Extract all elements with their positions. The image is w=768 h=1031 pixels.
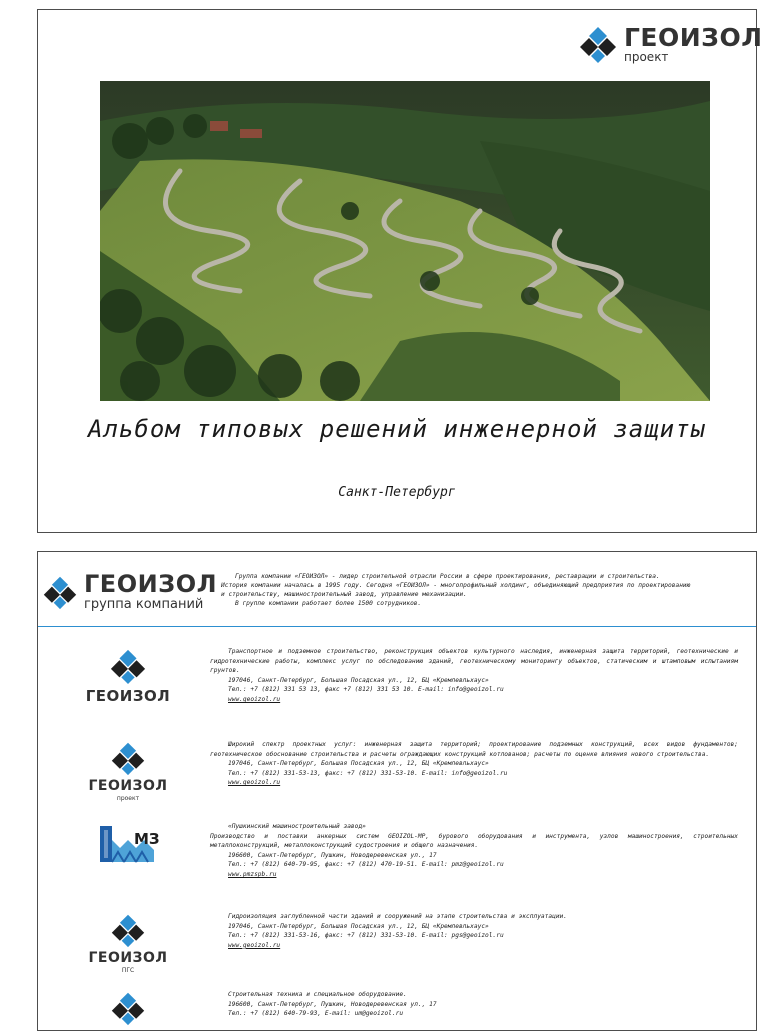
company-description: Широкий спектр проектных услуг: инженерная защита территорий; проектирование подземных конструкций, всех видов фундаментов; геотехническое обоснование строительства и расчеты ограждающих конструкций котлованов; расчеты по оценке влияния нового строительства. <box>210 741 738 758</box>
intro-line: и строительству, машиностроительный завод, управление механизации. <box>221 591 467 598</box>
header-divider <box>38 626 756 627</box>
company-phone: Тел.: +7 (812) 331 53 13, факс +7 (812) 331 53 10. E-mail: info@geoizol.ru <box>228 686 504 694</box>
geoizol-diamond-logo-icon <box>110 912 146 948</box>
album-cover-page <box>37 9 763 533</box>
geoizol-diamond-logo-icon <box>578 24 618 64</box>
company-logo-word: ГЕОИЗОЛ <box>88 950 168 966</box>
company-details <box>210 912 738 950</box>
company-description: Транспортное и подземное строительство, реконструкция объектов культурного наследия, инженерная защита территорий, геотехнические и гидротехнические работы, комплекс услуг по обследованию зданий, геотехническому мониторингу объектов, статическим и штамповым испытаниям грунтов. <box>210 648 738 675</box>
geoizol-diamond-logo-icon <box>109 647 147 685</box>
company-website-link[interactable]: www.geoizol.ru <box>228 695 281 703</box>
company-address: 197046, Санкт-Петербург, Большая Посадская ул., 12, БЦ «Кремлевльхаус» <box>228 922 489 930</box>
intro-line: В группе компании работает более 1500 сотрудников. <box>235 600 422 607</box>
company-description: Строительная техника и специальное оборудование. <box>228 991 407 998</box>
company-website-link[interactable]: www.geoizol.ru <box>228 941 281 949</box>
company-details <box>210 647 738 705</box>
album-city: Санкт-Петербург <box>338 485 456 500</box>
company-description: Гидроизоляция заглубленной части зданий и сооружений на этапе строительства и эксплуатации. <box>228 913 567 920</box>
company-website-link[interactable]: www.pmzspb.ru <box>228 870 277 878</box>
company-logo <box>78 740 178 802</box>
company-address: 196600, Санкт-Петербург, Пушкин, Новодеревенская ул., 17 <box>228 1000 437 1008</box>
company-logo-sub: ПГС <box>121 967 135 974</box>
intro-line: Группа компании «ГЕОИЗОЛ» - лидер строительной отрасли России в сфере проектирования, реставрации и строительства. <box>235 573 660 580</box>
company-logo <box>78 647 178 705</box>
company-logo <box>78 912 178 974</box>
company-address: 197046, Санкт-Петербург, Большая Посадская ул., 12, БЦ «Кремлевльхаус» <box>228 676 489 684</box>
company-logo-sub: проект <box>116 795 140 802</box>
company-logo <box>78 990 178 1026</box>
group-intro-text <box>221 572 741 608</box>
geoizol-group-logo <box>42 572 217 611</box>
company-details <box>210 990 738 1019</box>
logo-wordmark: ГЕОИЗОЛ <box>624 23 763 52</box>
company-logo-word: ГЕОИЗОЛ <box>88 778 168 794</box>
company-phone: Тел.: +7 (812) 331-53-13, факс: +7 (812) 331-53-10. E-mail: info@geoizol.ru <box>228 769 508 777</box>
company-details <box>210 822 738 880</box>
geoizol-diamond-logo-icon <box>42 574 78 610</box>
album-title: Альбом типовых решений инженерной защиты <box>88 415 706 443</box>
company-group-page <box>37 551 757 1031</box>
company-details <box>210 740 738 788</box>
company-phone: Тел.: +7 (812) 640-79-93, E-mail: um@geoizol.ru <box>228 1010 404 1018</box>
company-logo-word: ГЕОИЗОЛ <box>85 687 171 705</box>
company-address: 197046, Санкт-Петербург, Большая Посадская ул., 12, БЦ «Кремлевльхаус» <box>228 760 489 768</box>
logo-subtitle: группа компаний <box>84 597 204 612</box>
company-logo-word: МЗ <box>134 830 160 848</box>
mountain-road-photo <box>100 81 710 401</box>
company-website-link[interactable]: www.geoizol.ru <box>228 779 281 787</box>
logo-wordmark: ГЕОИЗОЛ <box>84 570 218 598</box>
company-phone: Тел.: +7 (812) 640-79-95, факс: +7 (812) 470-19-51. E-mail: pmz@geoizol.ru <box>228 861 504 869</box>
geoizol-diamond-logo-icon <box>110 990 146 1026</box>
group-header <box>38 552 756 627</box>
company-phone: Тел.: +7 (812) 331-53-16, факс: +7 (812) 331-53-10. E-mail: pgs@geoizol.ru <box>228 932 504 940</box>
company-address: 196600, Санкт-Петербург, Пушкин, Новодеревенская ул., 17 <box>228 851 437 859</box>
logo-subtitle: проект <box>624 50 669 64</box>
intro-line: История компании началась в 1995 году. Сегодня «ГЕОИЗОЛ» - многопрофильный холдинг, объединяющий предприятия по проектированию <box>221 582 691 589</box>
company-logo <box>78 822 178 866</box>
geoizol-diamond-logo-icon <box>110 740 146 776</box>
geoizol-proekt-logo <box>578 24 762 64</box>
company-title: «Пушкинский машиностроительный завод» <box>228 823 366 830</box>
company-description: Производство и поставки анкерных систем GEOIZOL-MP, бурового оборудования и инструмента, узлов машиностроения, строительных металлоконструкций, металлоконструкций судостроения и общего назначения. <box>210 832 738 850</box>
